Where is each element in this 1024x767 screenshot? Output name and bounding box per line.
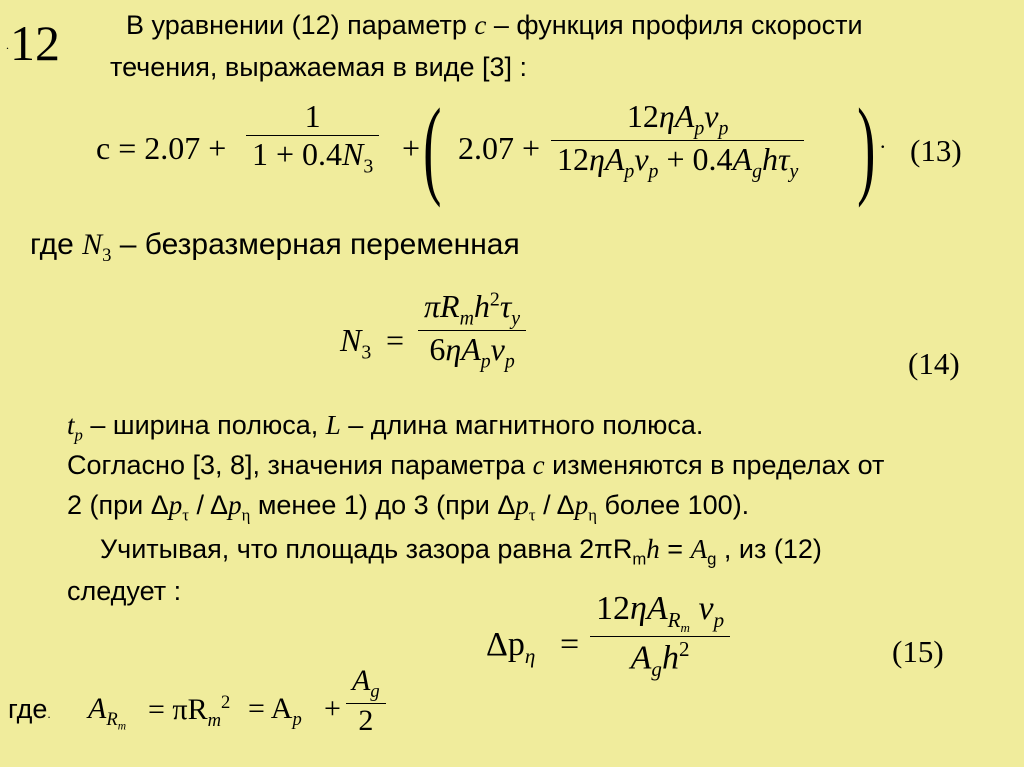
slide-number: 12 xyxy=(10,15,60,71)
equation-15-label: (15) xyxy=(892,634,944,669)
equation-15 xyxy=(486,590,786,700)
ar-equals-ap: = $A_p$ xyxy=(248,692,302,730)
eq13-fraction-2: $12\eta A_pv_p$ $12\eta A_pv_p + 0.4A_gh\tau_y$ xyxy=(551,98,804,184)
para-range-line-2: 2 (при $\Delta p_\tau / \Delta p_\eta$ менее 1) до 3 (при $\Delta p_\tau / \Delta p_\eta$ более 100). xyxy=(67,490,750,525)
ar-lhs: $A_{R_m}$ xyxy=(88,692,127,733)
ar-fraction: $\frac{A_g}{2}$ xyxy=(346,664,386,738)
eq13-lhs: c = 2.07 + xyxy=(96,130,227,166)
eq15-lhs: $\Delta p_\eta$ xyxy=(486,626,536,668)
equation-area-ar xyxy=(88,664,408,764)
ar-equals-pr: = $\pi R_m^2$ xyxy=(148,692,231,731)
eq13-left-paren: ( xyxy=(423,86,442,208)
eq13-plus: + xyxy=(402,130,421,166)
eq14-lhs: $N_3$ xyxy=(340,322,372,364)
eq15-equals: = xyxy=(560,626,580,663)
eq14-fraction: $\pi R_mh^2\tau_y$ $6\eta A_pv_p$ xyxy=(418,288,526,374)
equation-13 xyxy=(96,86,896,208)
intro-line-2: течения, выражаемая в виде [3] : xyxy=(110,52,528,82)
eq13-inner-const: 2.07 + xyxy=(458,130,541,166)
eq14-equals: = xyxy=(386,322,405,358)
para-range-line-1: Согласно [3, 8], значения параметра с изменяются в пределах от xyxy=(67,450,885,480)
equation-13-label: (13) xyxy=(910,133,962,168)
equation-14 xyxy=(340,288,600,388)
para-area-line: Учитывая, что площадь зазора равна $2\pi R_mh = A_g$ , из (12) xyxy=(100,534,822,569)
ar-plus: + xyxy=(324,692,341,725)
eq13-period: . xyxy=(880,128,886,153)
eq15-fraction: $12\eta A_{R_m}$ $v_p$ $A_gh^2$ xyxy=(590,590,730,682)
where-a-prefix: где. xyxy=(8,694,51,724)
intro-line-1: В уравнении (12) параметр с – функция профиля скорости xyxy=(126,10,863,40)
equation-14-label: (14) xyxy=(908,346,960,381)
eq13-fraction-1: $\frac{1}{1 + 0.4N_3}$ xyxy=(246,98,379,178)
para-follows-line: следует : xyxy=(67,576,182,606)
eq13-right-paren: ) xyxy=(857,86,876,208)
para-tp-line: $t_p$ – ширина полюса, L – длина магнитного полюса. xyxy=(67,410,704,445)
where-n3-line: где $N_3$ – безразмерная переменная xyxy=(30,228,520,266)
slide-marker: . xyxy=(6,38,9,52)
